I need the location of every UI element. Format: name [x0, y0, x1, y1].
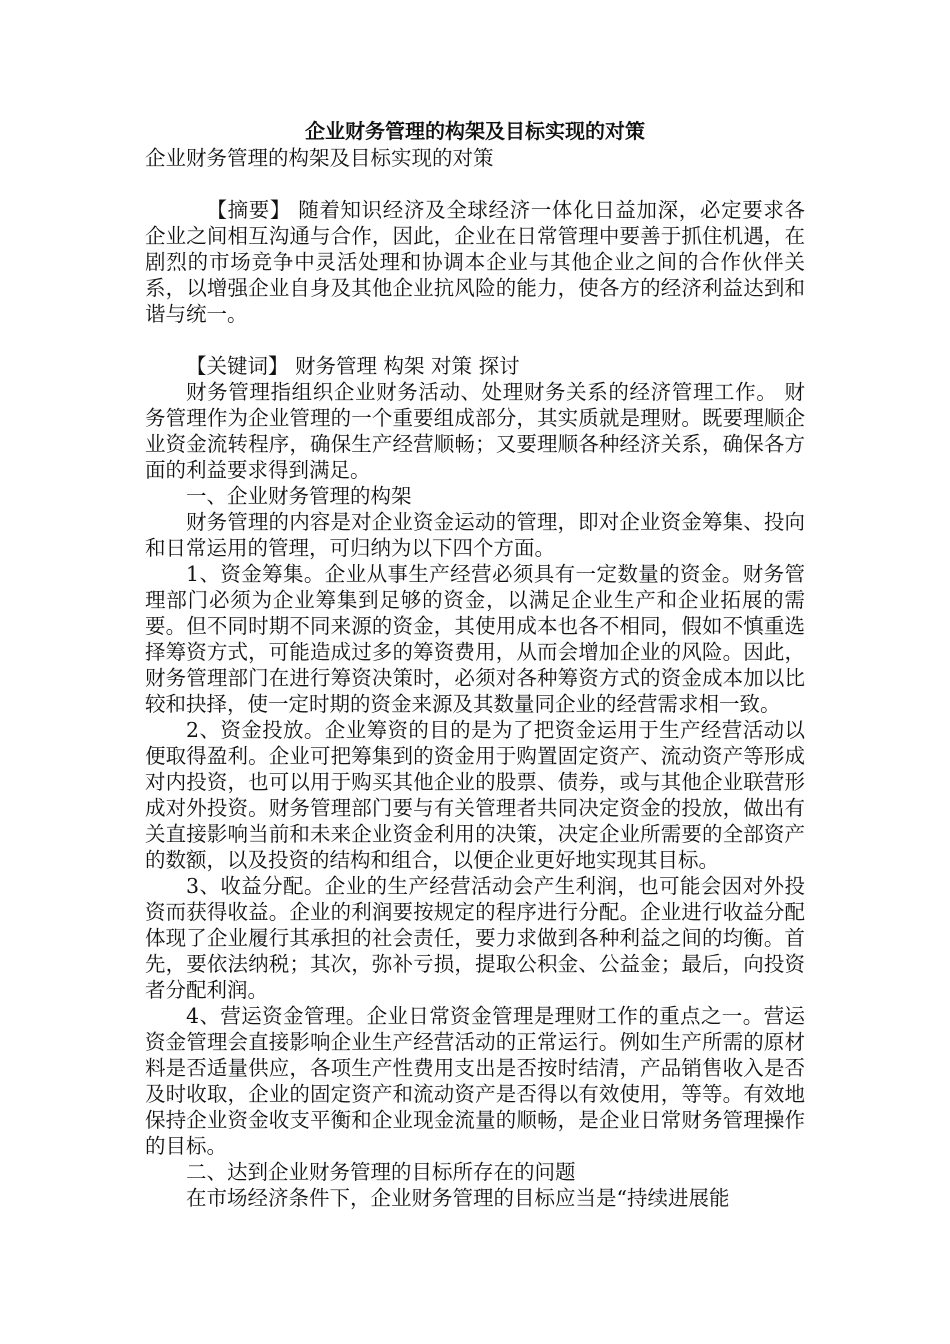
document-body [145, 117, 805, 1211]
blank-line [145, 171, 805, 197]
body-paragraph: 1、资金筹集。企业从事生产经营必须具有一定数量的资金。财务管理部门必须为企业筹集到足够的资金，以满足企业生产和企业拓展的需要。但不同时期不同来源的资金，其使用成本也各不相同，假如不慎重选择筹资方式，可能造成过多的筹资费用，从而会增加企业的风险。因此，财务管理部门在进行筹资决策时，必须对各种筹资方式的资金成本加以比较和抉择，使一定时期的资金来源及其数量同企业的经营需求相一致。 [145, 562, 805, 716]
abstract-paragraph: 【摘要】 随着知识经济及全球经济一体化日益加深，必定要求各企业之间相互沟通与合作，因此，企业在日常管理中要善于抓住机遇，在剧烈的市场竞争中灵活处理和协调本企业与其他企业之间的合作伙伴关系，以增强企业自身及其他企业抗风险的能力，使各方的经济利益达到和谐与统一。 [145, 198, 805, 326]
intro-paragraph: 财务管理指组织企业财务活动、处理财务关系的经济管理工作。 财务管理作为企业管理的一个重要组成部分，其实质就是理财。既要理顺企业资金流转程序，确保生产经营顺畅；又要理顺各种经济关系，确保各方面的利益要求得到满足。 [145, 380, 805, 482]
section-heading-1: 一、企业财务管理的构架 [186, 484, 412, 508]
section-heading-2: 二、达到企业财务管理的目标所存在的问题 [186, 1160, 576, 1184]
keywords-line: 【关键词】 财务管理 构架 对策 探讨 [186, 354, 520, 378]
document-subtitle: 企业财务管理的构架及目标实现的对策 [145, 146, 494, 170]
body-paragraph: 2、资金投放。企业筹资的目的是为了把资金运用于生产经营活动以便取得盈利。企业可把筹集到的资金用于购置固定资产、流动资产等形成对内投资，也可以用于购买其他企业的股票、债券，或与其他企业联营形成对外投资。财务管理部门要与有关管理者共同决定资金的投放，做出有关直接影响当前和未来企业资金利用的决策，决定企业所需要的全部资产的数额，以及投资的结构和组合，以便企业更好地实现其目标。 [145, 718, 805, 872]
blank-line [145, 327, 805, 353]
body-paragraph: 在市场经济条件下，企业财务管理的目标应当是“持续进展能 [186, 1186, 730, 1210]
body-paragraph: 4、营运资金管理。企业日常资金管理是理财工作的重点之一。营运资金管理会直接影响企业生产经营活动的正常运行。例如生产所需的原材料是否适量供应，各项生产性费用支出是否按时结清，产品销售收入是否及时收取，企业的固定资产和流动资产是否得以有效使用，等等。有效地保持企业资金收支平衡和企业现金流量的顺畅，是企业日常财务管理操作的目标。 [145, 1004, 805, 1158]
body-paragraph: 3、收益分配。企业的生产经营活动会产生利润，也可能会因对外投资而获得收益。企业的利润要按规定的程序进行分配。企业进行收益分配体现了企业履行其承担的社会责任，要力求做到各种利益之间的均衡。首先，要依法纳税；其次，弥补亏损，提取公积金、公益金；最后，向投资者分配利润。 [145, 874, 805, 1002]
body-paragraph: 财务管理的内容是对企业资金运动的管理，即对企业资金筹集、投向和日常运用的管理，可归纳为以下四个方面。 [145, 510, 805, 560]
document-title: 企业财务管理的构架及目标实现的对策 [305, 119, 645, 143]
